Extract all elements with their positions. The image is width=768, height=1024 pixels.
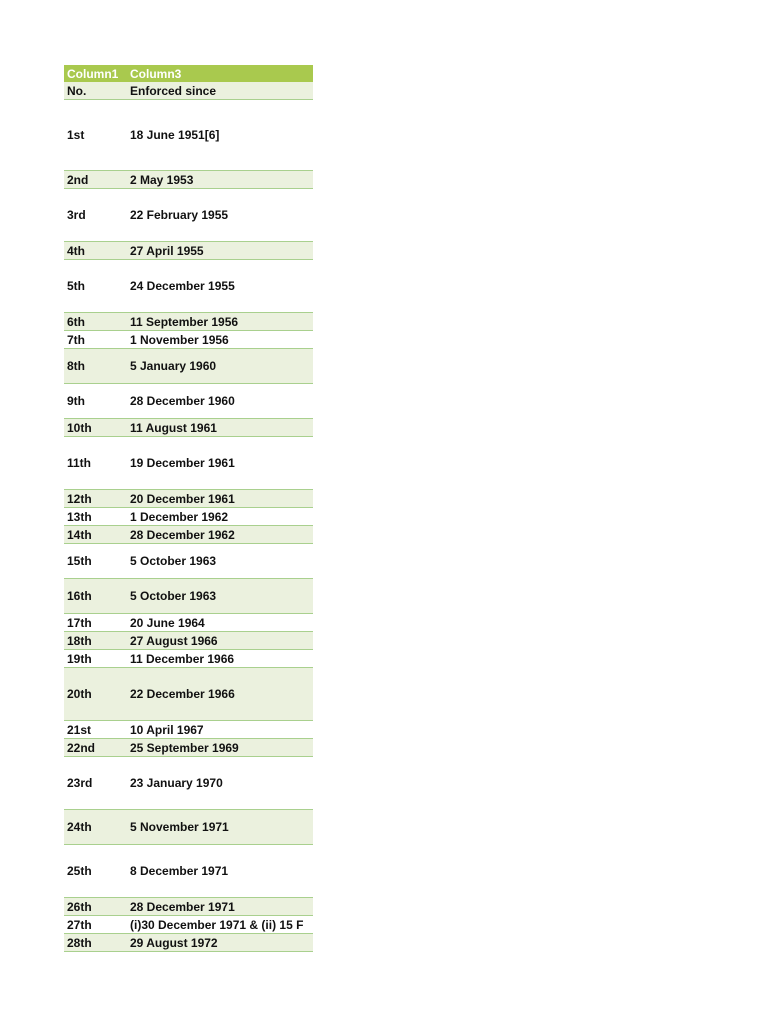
cell-enforced-date[interactable]: 22 February 1955 (127, 189, 313, 242)
cell-enforced-date[interactable]: 8 December 1971 (127, 845, 313, 898)
amendments-table (64, 65, 313, 952)
cell-number[interactable]: 5th (64, 260, 127, 313)
cell-enforced-date[interactable]: 1 November 1956 (127, 331, 313, 349)
table-row (64, 916, 313, 934)
cell-enforced-date[interactable]: 11 August 1961 (127, 419, 313, 437)
table-row (64, 189, 313, 242)
table-row (64, 526, 313, 544)
table-row (64, 739, 313, 757)
cell-number[interactable]: 22nd (64, 739, 127, 757)
table-row (64, 632, 313, 650)
cell-number[interactable]: 13th (64, 508, 127, 526)
cell-enforced-date[interactable]: 28 December 1971 (127, 898, 313, 916)
cell-enforced-date[interactable]: 5 November 1971 (127, 810, 313, 845)
cell-enforced-date[interactable]: 2 May 1953 (127, 171, 313, 189)
table-row (64, 331, 313, 349)
table-row (64, 384, 313, 419)
cell-enforced-date[interactable]: 20 June 1964 (127, 614, 313, 632)
header-cell-column1[interactable]: Column1 (64, 65, 127, 82)
table-row (64, 544, 313, 579)
cell-number[interactable]: 27th (64, 916, 127, 934)
cell-enforced-date[interactable]: 18 June 1951[6] (127, 100, 313, 171)
cell-enforced-date[interactable]: 28 December 1962 (127, 526, 313, 544)
cell-enforced-date[interactable]: 11 December 1966 (127, 650, 313, 668)
cell-enforced-date[interactable]: 28 December 1960 (127, 384, 313, 419)
table-row (64, 419, 313, 437)
table-row (64, 171, 313, 189)
cell-number[interactable]: 1st (64, 100, 127, 171)
table-row (64, 437, 313, 490)
table-row (64, 242, 313, 260)
spreadsheet-sheet (64, 65, 313, 952)
cell-enforced-date[interactable]: 27 August 1966 (127, 632, 313, 650)
cell-number[interactable]: 12th (64, 490, 127, 508)
table-row (64, 508, 313, 526)
cell-enforced-date[interactable]: 11 September 1956 (127, 313, 313, 331)
table-row (64, 313, 313, 331)
cell-enforced-date[interactable]: 5 October 1963 (127, 579, 313, 614)
table-row (64, 650, 313, 668)
table-row (64, 721, 313, 739)
cell-enforced-date[interactable]: 5 January 1960 (127, 349, 313, 384)
cell-number[interactable]: 24th (64, 810, 127, 845)
cell-enforced-date[interactable]: 27 April 1955 (127, 242, 313, 260)
table-row (64, 845, 313, 898)
cell-enforced-date[interactable]: 19 December 1961 (127, 437, 313, 490)
table-row (64, 810, 313, 845)
cell-number[interactable]: 19th (64, 650, 127, 668)
cell-number[interactable]: 15th (64, 544, 127, 579)
table-row (64, 490, 313, 508)
table-row (64, 82, 313, 100)
cell-number[interactable]: 3rd (64, 189, 127, 242)
table-row (64, 668, 313, 721)
table-row (64, 349, 313, 384)
cell-enforced-date[interactable]: (i)30 December 1971 & (ii) 15 F (127, 916, 313, 934)
cell-enforced-date[interactable]: 24 December 1955 (127, 260, 313, 313)
cell-number[interactable]: 14th (64, 526, 127, 544)
cell-number[interactable]: 28th (64, 934, 127, 952)
cell-number[interactable]: 4th (64, 242, 127, 260)
cell-number[interactable]: 16th (64, 579, 127, 614)
cell-enforced-date[interactable]: 29 August 1972 (127, 934, 313, 952)
cell-enforced-date[interactable]: Enforced since (127, 82, 313, 100)
cell-enforced-date[interactable]: 23 January 1970 (127, 757, 313, 810)
cell-number[interactable]: 25th (64, 845, 127, 898)
table-row (64, 260, 313, 313)
cell-enforced-date[interactable]: 22 December 1966 (127, 668, 313, 721)
table-header-row (64, 65, 313, 82)
cell-number[interactable]: 9th (64, 384, 127, 419)
header-cell-column3[interactable]: Column3 (127, 65, 313, 82)
table-row (64, 100, 313, 171)
cell-number[interactable]: 18th (64, 632, 127, 650)
cell-number[interactable]: 10th (64, 419, 127, 437)
cell-number[interactable]: 7th (64, 331, 127, 349)
table-row (64, 579, 313, 614)
cell-number[interactable]: 26th (64, 898, 127, 916)
cell-number[interactable]: 23rd (64, 757, 127, 810)
cell-enforced-date[interactable]: 5 October 1963 (127, 544, 313, 579)
table-row (64, 614, 313, 632)
table-row (64, 898, 313, 916)
table-row (64, 757, 313, 810)
cell-number[interactable]: 2nd (64, 171, 127, 189)
cell-number[interactable]: 20th (64, 668, 127, 721)
cell-number[interactable]: 17th (64, 614, 127, 632)
cell-enforced-date[interactable]: 25 September 1969 (127, 739, 313, 757)
cell-number[interactable]: 21st (64, 721, 127, 739)
cell-enforced-date[interactable]: 1 December 1962 (127, 508, 313, 526)
cell-number[interactable]: No. (64, 82, 127, 100)
cell-enforced-date[interactable]: 20 December 1961 (127, 490, 313, 508)
cell-number[interactable]: 11th (64, 437, 127, 490)
cell-number[interactable]: 8th (64, 349, 127, 384)
cell-enforced-date[interactable]: 10 April 1967 (127, 721, 313, 739)
cell-number[interactable]: 6th (64, 313, 127, 331)
table-row (64, 934, 313, 952)
